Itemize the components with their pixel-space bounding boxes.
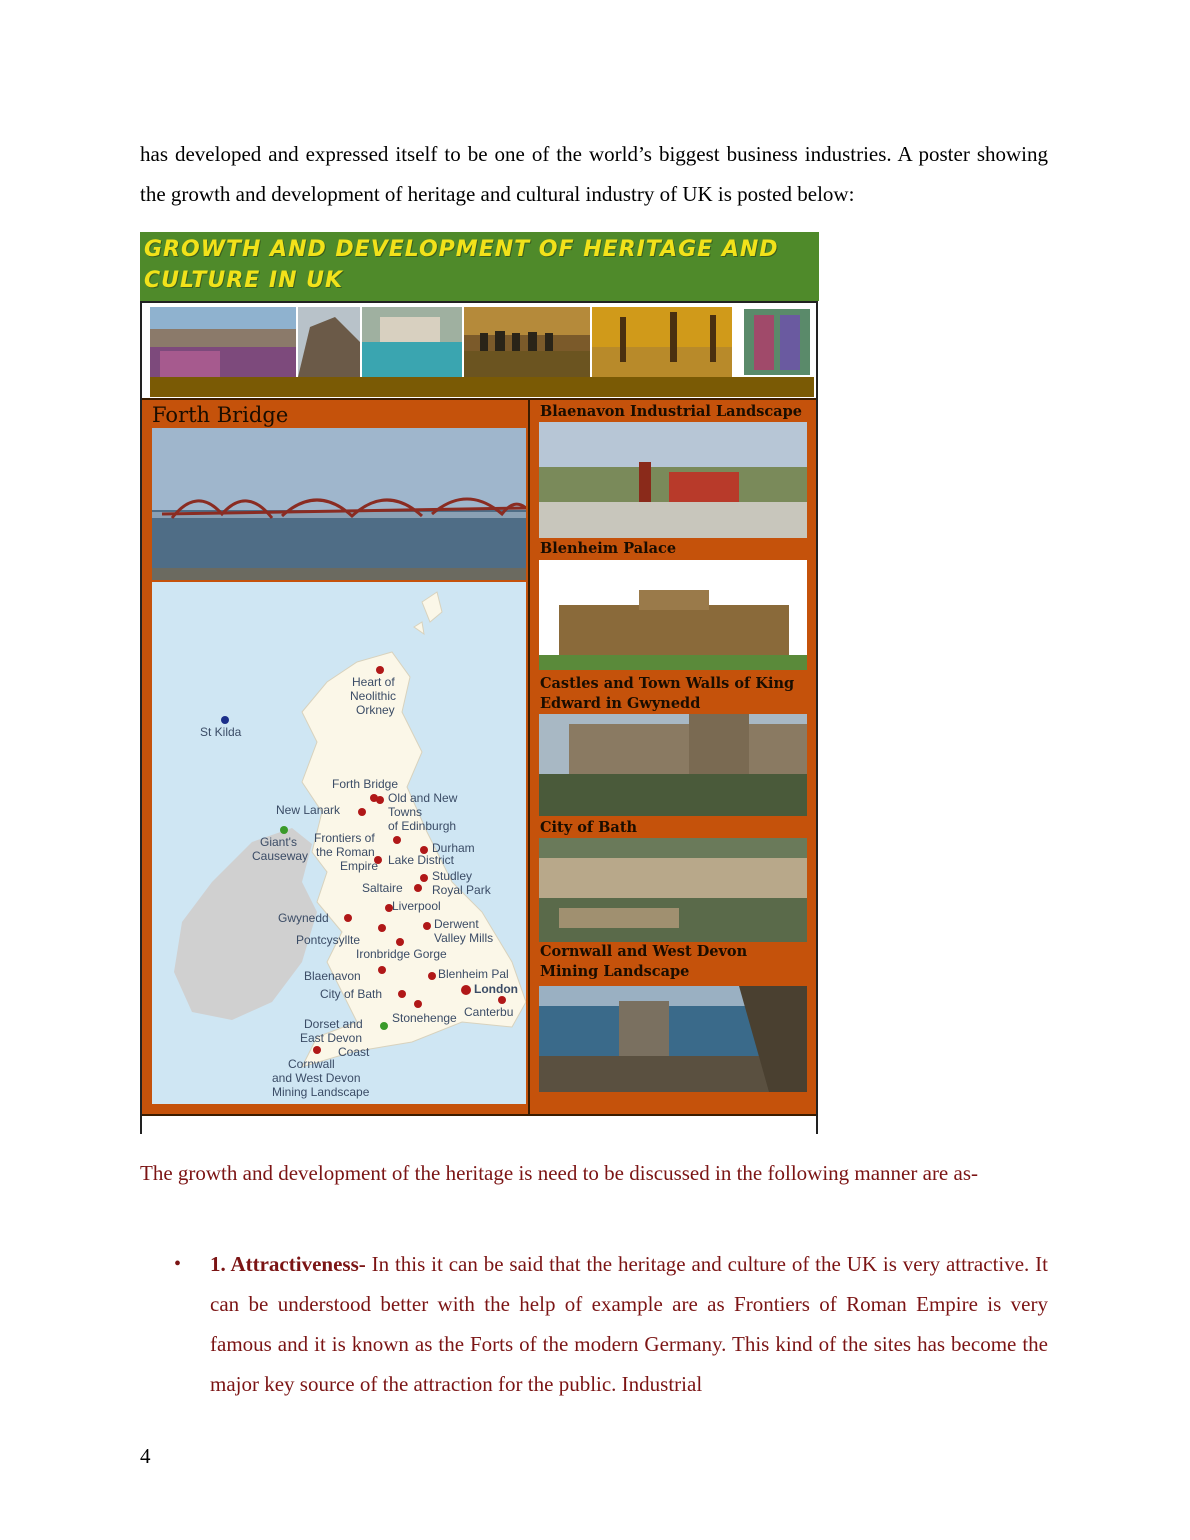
- photo-strip-band: [150, 377, 814, 397]
- poster-bottom-strip: [142, 1114, 816, 1134]
- poster-frame: [140, 301, 818, 1134]
- photo-stained-glass: [734, 307, 814, 377]
- map-label: Coast: [338, 1045, 370, 1059]
- map-label: Stonehenge: [392, 1011, 457, 1025]
- blenheim-heading: Blenheim Palace: [540, 540, 677, 557]
- blenheim-photo: [539, 560, 807, 670]
- map-label: and West Devon: [272, 1071, 361, 1085]
- poster-title-line-1: GROWTH AND DEVELOPMENT OF HERITAGE AND: [144, 237, 779, 262]
- map-label: London: [474, 982, 518, 996]
- page-number: 4: [140, 1444, 151, 1468]
- map-label: Towns: [388, 805, 423, 819]
- intro-paragraph: has developed and expressed itself to be one of the world’s biggest business industries. A poster showing the growth and development of heritage and cultural industry of UK is posted below:: [140, 142, 1048, 206]
- bullet-item-attractiveness: [210, 1244, 1048, 1404]
- poster-title-line-2: CULTURE IN UK: [144, 268, 344, 293]
- map-label: Causeway: [252, 849, 309, 863]
- gwynedd-heading: Castles and Town Walls of King Edward in Gwynedd: [540, 675, 795, 712]
- map-label: City of Bath: [320, 987, 383, 1001]
- gwynedd-castle-photo: [539, 714, 807, 816]
- cornwall-heading: Cornwall and West Devon Mining Landscape: [540, 943, 748, 980]
- map-label: Blaenavon: [304, 969, 361, 983]
- city-of-bath-heading: City of Bath: [540, 819, 638, 836]
- map-label: Studley: [432, 869, 473, 883]
- bullet-body: In this it can be said that the heritage and culture of the UK is very attractive. It can be understood better with the help of example are as Frontiers of Roman Empire is very famous and it is known as the Forts of the modern Germany. This kind of the sites has become the major key source of the attraction for the public. Industrial: [210, 1252, 1049, 1396]
- photo-autumn-park: [592, 307, 732, 377]
- cornwall-mining-photo: [539, 986, 807, 1092]
- map-label: Canterbu: [464, 1005, 514, 1019]
- photo-harbour: [362, 307, 462, 377]
- map-label: Gwynedd: [278, 911, 329, 925]
- map-label: Saltaire: [362, 881, 403, 895]
- poster-header: [140, 232, 819, 301]
- map-label: Neolithic: [350, 689, 397, 703]
- blaenavon-heading: Blaenavon Industrial Landscape: [540, 403, 802, 420]
- map-label: Cornwall: [288, 1057, 335, 1071]
- bullet-heading: 1. Attractiveness-: [210, 1252, 366, 1276]
- map-label: St Kilda: [200, 725, 242, 739]
- map-label: East Devon: [300, 1031, 363, 1045]
- map-label: the Roman: [316, 845, 375, 859]
- map-label: of Edinburgh: [388, 819, 457, 833]
- map-label: Old and New: [388, 791, 458, 805]
- right-panel: [530, 398, 816, 1116]
- left-panel: [142, 398, 530, 1116]
- map-label: Valley Mills: [434, 931, 494, 945]
- map-label: Heart of: [352, 675, 395, 689]
- city-of-bath-photo: [539, 838, 807, 942]
- map-label: Frontiers of: [314, 831, 375, 845]
- map-label: New Lanark: [276, 803, 341, 817]
- map-label: Blenheim Pal: [438, 967, 509, 981]
- photo-strip: [150, 307, 814, 377]
- map-label: Giant's: [260, 835, 297, 849]
- poster-title: [144, 234, 814, 296]
- bullet-marker: •: [174, 1253, 182, 1275]
- discussion-paragraph: The growth and development of the heritage is need to be discussed in the following manner are as-: [140, 1161, 978, 1185]
- heritage-poster: [140, 232, 820, 1134]
- photo-stonehenge: [464, 307, 590, 377]
- map-label: Liverpool: [392, 899, 441, 913]
- map-label: Royal Park: [432, 883, 491, 897]
- map-label: Lake District: [388, 853, 455, 867]
- uk-heritage-map: [152, 582, 526, 1104]
- map-label: Mining Landscape: [272, 1085, 370, 1099]
- forth-bridge-heading: Forth Bridge: [152, 403, 289, 427]
- map-label: Derwent: [434, 917, 479, 931]
- map-label: Empire: [340, 859, 379, 873]
- blaenavon-photo: [539, 422, 807, 538]
- map-label: Pontcysyllte: [296, 933, 361, 947]
- photo-cliff: [298, 307, 360, 377]
- map-label: Forth Bridge: [332, 777, 399, 791]
- map-label: Dorset and: [304, 1017, 363, 1031]
- map-label: Ironbridge Gorge: [356, 947, 447, 961]
- bullet-list: [140, 1244, 1048, 1404]
- forth-bridge-photo: [152, 428, 526, 580]
- photo-coast-town: [150, 307, 296, 377]
- map-label: Durham: [432, 841, 475, 855]
- map-label: Orkney: [356, 703, 395, 717]
